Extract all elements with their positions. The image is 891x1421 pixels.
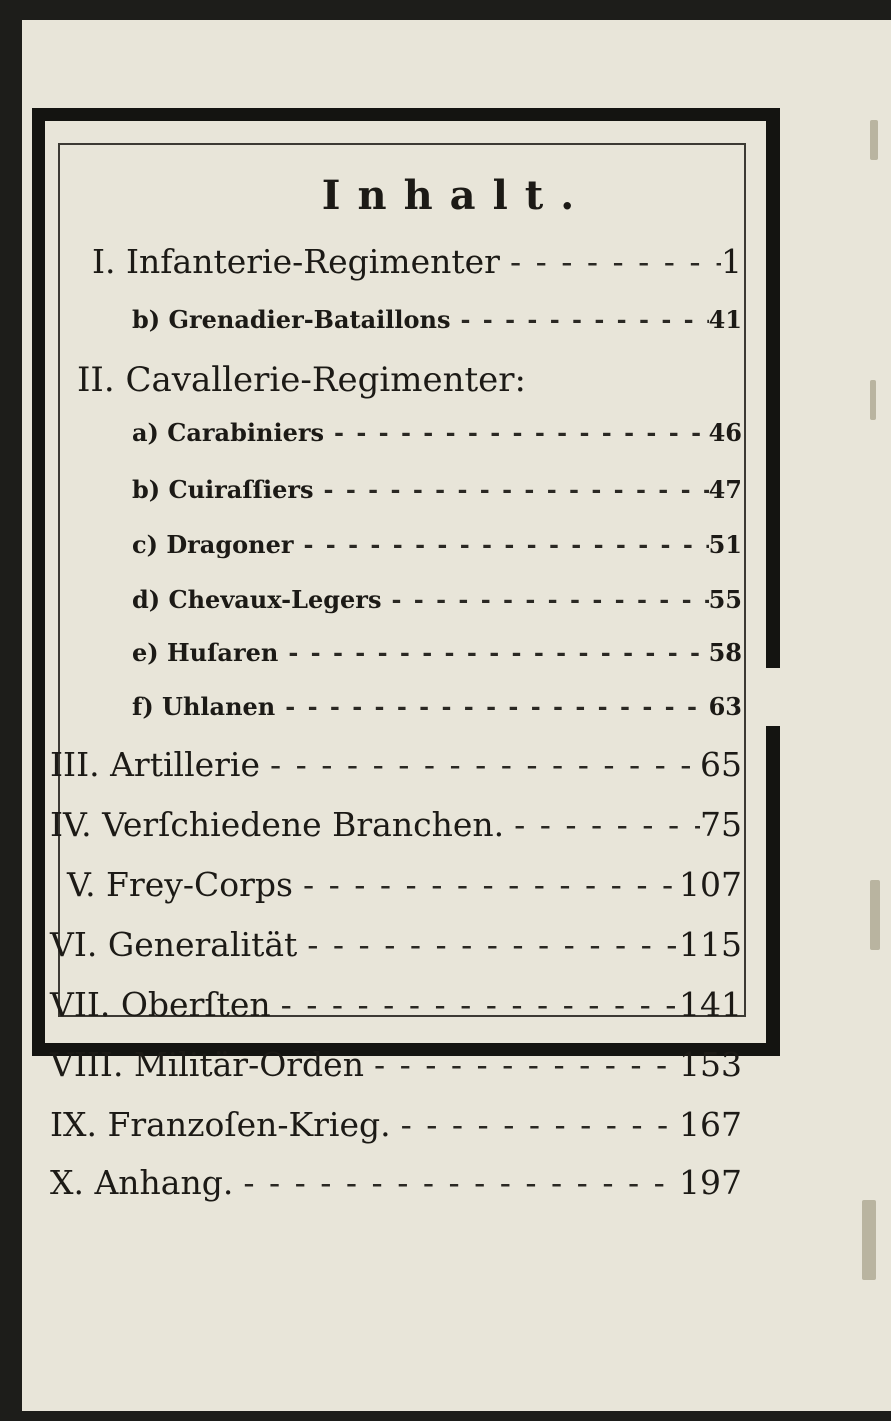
toc-entry-page: 63 bbox=[708, 692, 742, 721]
leader-dots bbox=[271, 985, 679, 1024]
toc-entry-page: 167 bbox=[679, 1105, 742, 1144]
toc-entry-page: 197 bbox=[679, 1163, 742, 1202]
toc-entry-obersten bbox=[50, 985, 742, 1024]
toc-entry-cuirassiers bbox=[132, 475, 742, 504]
toc-entry-label: d) Chevaux-Legers bbox=[132, 585, 382, 614]
leader-dots bbox=[314, 475, 709, 504]
toc-entry-label: b) Grenadier-Bataillons bbox=[132, 305, 451, 334]
toc-entry-label: f) Uhlanen bbox=[132, 692, 276, 721]
toc-entry-militaer-orden bbox=[50, 1045, 742, 1084]
toc-entry-label: a) Carabiniers bbox=[132, 418, 324, 447]
toc-entry-generalitaet bbox=[50, 925, 742, 964]
toc-entry-chevaux-legers bbox=[132, 585, 742, 614]
leader-dots bbox=[260, 745, 700, 784]
leader-dots bbox=[293, 865, 679, 904]
toc-entry-label: c) Dragoner bbox=[132, 530, 294, 559]
toc-entry-grenadier bbox=[132, 305, 742, 334]
toc-entry-label: III. Artillerie bbox=[50, 745, 261, 784]
toc-entry-page: 51 bbox=[708, 530, 742, 559]
leader-dots bbox=[233, 1163, 679, 1202]
leader-dots bbox=[504, 805, 700, 844]
toc-entry-anhang bbox=[50, 1163, 742, 1202]
toc-entry-page: 65 bbox=[700, 745, 742, 784]
toc-entry-label: VI. Generalität bbox=[50, 925, 298, 964]
toc-entry-infanterie bbox=[92, 242, 742, 281]
toc-entry-artillerie bbox=[50, 745, 742, 784]
toc-entry-frey-corps bbox=[67, 865, 742, 904]
toc-entry-label: IX. Franzoſen-Krieg. bbox=[50, 1105, 391, 1144]
toc-entry-page: 1 bbox=[721, 242, 742, 281]
book-page bbox=[22, 20, 891, 1411]
toc-entry-page: 141 bbox=[679, 985, 742, 1024]
toc-entry-label: V. Frey-Corps bbox=[67, 865, 293, 904]
leader-dots bbox=[381, 585, 708, 614]
leader-dots bbox=[364, 1045, 679, 1084]
toc-entry-uhlanen bbox=[132, 692, 742, 721]
toc-entry-dragoner bbox=[132, 530, 742, 559]
leader-dots bbox=[391, 1105, 679, 1144]
toc-entry-page: 75 bbox=[700, 805, 742, 844]
toc-entry-branchen bbox=[50, 805, 742, 844]
scan-edge-left bbox=[0, 0, 22, 1421]
leader-dots bbox=[297, 925, 679, 964]
leader-dots bbox=[275, 692, 708, 721]
toc-entry-page: 115 bbox=[679, 925, 742, 964]
leader-dots bbox=[278, 638, 708, 667]
leader-dots bbox=[324, 418, 709, 447]
bleed-through-mark bbox=[862, 1200, 876, 1280]
toc-entry-franzosen-krieg bbox=[50, 1105, 742, 1144]
toc-entry-label: I. Infanterie-Regimenter bbox=[92, 242, 500, 281]
toc-entry-label: VIII. Militär-Orden bbox=[50, 1045, 364, 1084]
leader-dots bbox=[500, 242, 721, 281]
toc-entry-page: 46 bbox=[708, 418, 742, 447]
contents-title: Inhalt. bbox=[321, 172, 592, 219]
toc-entry-page: 47 bbox=[708, 475, 742, 504]
toc-entry-husaren bbox=[132, 638, 742, 667]
scan-edge-bottom bbox=[0, 1411, 891, 1421]
bleed-through-mark bbox=[870, 120, 878, 160]
bleed-through-mark bbox=[870, 380, 876, 420]
scan-edge-top bbox=[0, 0, 891, 20]
bleed-through-mark bbox=[870, 880, 880, 950]
outer-frame-right-lower bbox=[766, 726, 780, 1056]
toc-entry-page: 55 bbox=[708, 585, 742, 614]
toc-entry-label: IV. Verſchiedene Branchen. bbox=[50, 805, 505, 844]
toc-entry-label: e) Huſaren bbox=[132, 638, 279, 667]
toc-entry-label: b) Cuiraſſiers bbox=[132, 475, 314, 504]
leader-dots bbox=[450, 305, 708, 334]
toc-entry-page: 107 bbox=[679, 865, 742, 904]
toc-entry-page: 41 bbox=[708, 305, 742, 334]
leader-dots bbox=[293, 530, 708, 559]
toc-entry-label: X. Anhang. bbox=[50, 1163, 234, 1202]
toc-entry-page: 153 bbox=[679, 1045, 742, 1084]
toc-entry-page: 58 bbox=[708, 638, 742, 667]
toc-entry-label: VII. Oberſten bbox=[50, 985, 271, 1024]
toc-section-cavallerie: II. Cavallerie-Regimenter: bbox=[77, 360, 526, 400]
toc-entry-carabiniers bbox=[132, 418, 742, 447]
